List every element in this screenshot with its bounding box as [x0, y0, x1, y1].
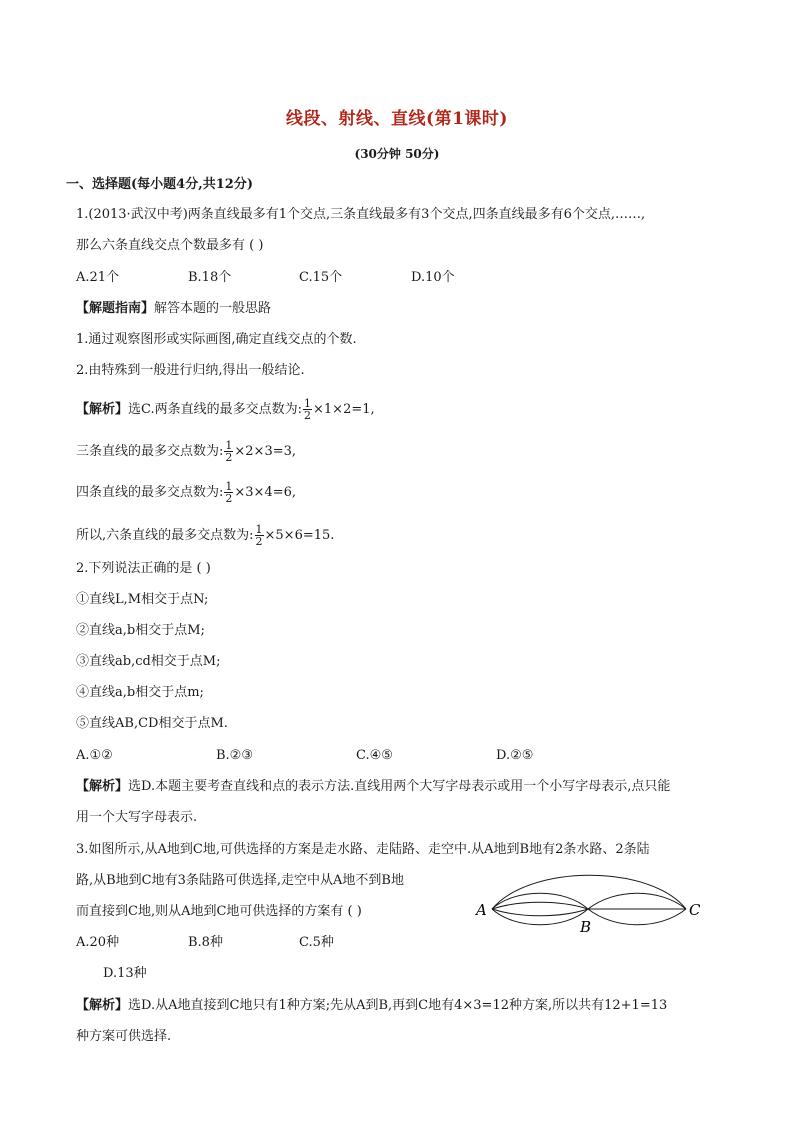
q1-solution-line3 [76, 481, 296, 504]
q1-option-b: B.18个 [188, 270, 232, 285]
fraction-denominator: 2 [304, 409, 312, 422]
q2-option-a: A.①② [76, 748, 113, 763]
q1-option-d: D.10个 [411, 270, 455, 285]
fraction-numerator: 1 [225, 439, 233, 452]
fraction-denominator: 2 [225, 451, 233, 464]
q2-option-d: D.②⑤ [496, 748, 534, 763]
analysis-text: 选D.从A地直接到C地只有1种方案;先从A到B,再到C地有4×3=12种方案,所以共有12+1=13 [128, 998, 668, 1013]
solution-text: 三条直线的最多交点数为: [76, 444, 224, 459]
q1-solution-line2 [76, 440, 296, 463]
analysis-label: 【解析】 [76, 779, 129, 794]
fraction-one-half [224, 440, 233, 463]
land-route-ab-lower [492, 909, 588, 916]
q1-stem-line2: 那么六条直线交点个数最多有 ( ) [76, 238, 264, 253]
fraction-numerator: 1 [225, 480, 233, 493]
q2-item-5: ⑤直线AB,CD相交于点M. [76, 716, 228, 731]
q2-option-b: B.②③ [216, 748, 253, 763]
route-diagram [470, 866, 710, 946]
page-title: 线段、射线、直线(第1课时) [286, 109, 508, 129]
q1-solution-line1 [76, 398, 375, 421]
q3-option-d: D.13种 [103, 966, 147, 981]
fraction-numerator: 1 [255, 523, 263, 536]
water-route-upper [492, 893, 588, 909]
point-label-c: C [689, 901, 701, 919]
fraction-one-half [224, 481, 233, 504]
fraction-denominator: 2 [225, 492, 233, 505]
solution-text: 所以,六条直线的最多交点数为: [76, 528, 254, 543]
fraction-denominator: 2 [255, 535, 263, 548]
q3-stem-line2: 路,从B地到C地有3条陆路可供选择,走空中从A地不到B地 [76, 873, 404, 888]
q1-guide-step1: 1.通过观察图形或实际画图,确定直线交点的个数. [76, 332, 357, 347]
q1-guide [76, 301, 271, 317]
q3-stem-line1: 3.如图所示,从A地到C地,可供选择的方案是走水路、走陆路、走空中.从A地到B地有2条水路、2条陆 [76, 842, 650, 857]
q2-analysis-line1 [76, 779, 670, 795]
solution-text: ×5×6=15. [264, 528, 335, 543]
q2-option-c: C.④⑤ [356, 748, 393, 763]
q1-option-a: A.21个 [76, 270, 120, 285]
q1-solution-line4 [76, 524, 334, 547]
solution-text: ×3×4=6, [234, 485, 297, 500]
q1-option-c: C.15个 [299, 270, 343, 285]
q3-option-c: C.5种 [299, 935, 334, 950]
fraction-one-half [255, 524, 264, 547]
water-route-lower [492, 909, 588, 925]
analysis-label: 【解析】 [76, 998, 129, 1013]
solution-text: ×1×2=1, [313, 402, 375, 417]
q2-analysis-line2: 用一个大写字母表示. [76, 810, 198, 825]
guide-label: 【解题指南】 [76, 301, 155, 316]
q2-item-2: ②直线a,b相交于点M; [76, 623, 205, 638]
land-route-bc-lower [588, 909, 686, 925]
solution-text: ×2×3=3, [234, 444, 297, 459]
land-route-ab-upper [492, 902, 588, 909]
analysis-label: 【解析】 [76, 402, 129, 417]
fraction-one-half [303, 398, 312, 421]
q2-item-3: ③直线ab,cd相交于点M; [76, 654, 221, 669]
q3-analysis-line2: 种方案可供选择. [76, 1029, 172, 1044]
q2-item-4: ④直线a,b相交于点m; [76, 685, 204, 700]
q1-stem-line1: 1.(2013·武汉中考)两条直线最多有1个交点,三条直线最多有3个交点,四条直线最多有6个交点,……, [76, 207, 646, 222]
time-score-subtitle: (30分钟 50分) [354, 147, 440, 161]
q2-stem: 2.下列说法正确的是 ( ) [76, 561, 211, 576]
q3-option-b: B.8种 [188, 935, 223, 950]
fraction-numerator: 1 [304, 397, 312, 410]
q1-guide-step2: 2.由特殊到一般进行归纳,得出一般结论. [76, 363, 305, 378]
q3-option-a: A.20种 [76, 935, 120, 950]
q3-analysis-line1 [76, 998, 667, 1014]
analysis-text: 选D.本题主要考查直线和点的表示方法.直线用两个大写字母表示或用一个小写字母表示,点只能 [128, 779, 671, 794]
solution-text: 四条直线的最多交点数为: [76, 485, 224, 500]
air-route-arc [492, 875, 686, 909]
point-label-b: B [580, 918, 592, 936]
q2-item-1: ①直线L,M相交于点N; [76, 592, 209, 607]
point-label-a: A [476, 901, 487, 919]
solution-text: 选C.两条直线的最多交点数为: [128, 402, 303, 417]
guide-text: 解答本题的一般思路 [154, 301, 272, 316]
q3-stem-line3: 而直接到C地,则从A地到C地可供选择的方案有 ( ) [76, 904, 362, 919]
section-heading: 一、选择题(每小题4分,共12分) [66, 177, 253, 192]
